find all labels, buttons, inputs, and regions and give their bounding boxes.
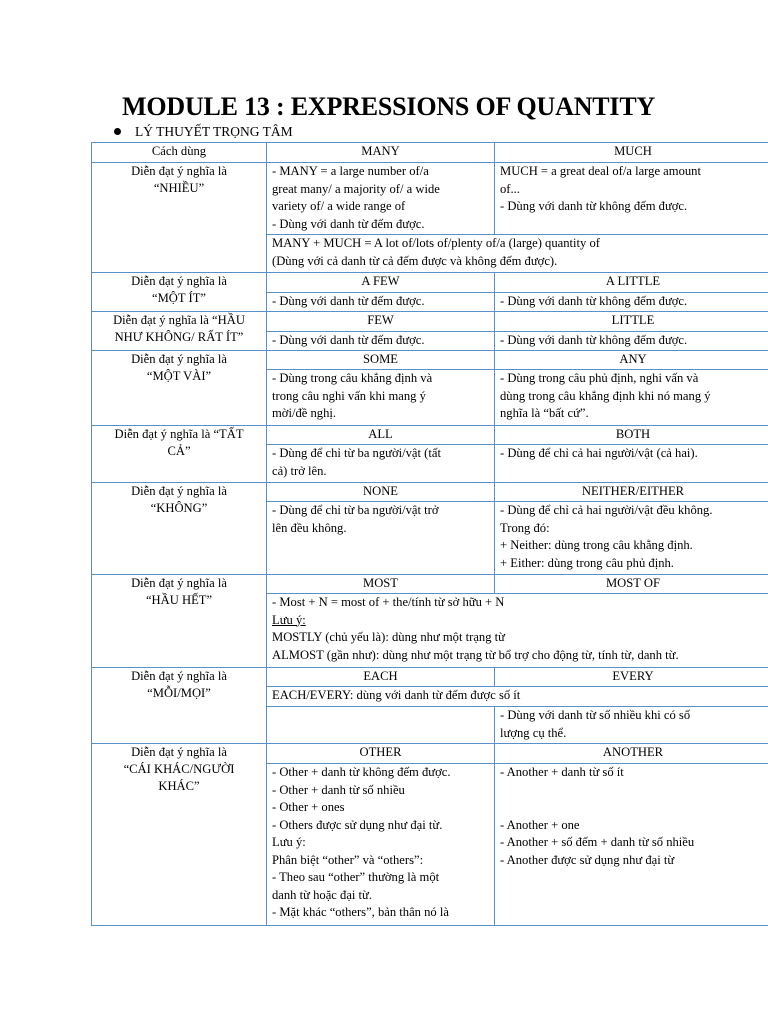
quantity-table [91,142,768,926]
cell-many [267,163,495,235]
cell-other [267,764,495,926]
subheader-a-few: A FEW [267,273,495,293]
cell-line: - Most + N = most of + the/tính từ sở hữu + N [272,595,505,609]
subheader-any: ANY [495,351,768,370]
cell-line: great many/ a majority of/ a wide [272,181,440,196]
label-line: CẢ” [167,444,191,458]
cell-each-every: EACH/EVERY: dùng với danh từ đếm được số ít [267,687,768,707]
cell-line: - Dùng để chỉ cả hai người/vật đều không. [500,503,713,517]
header-many: MANY [267,143,495,163]
section-heading: LÝ THUYẾT TRỌNG TÂM [135,124,293,139]
row-label-moi [92,668,267,744]
row-label-khong [92,483,267,575]
cell-spacer [500,782,766,800]
row-label-tat-ca [92,426,267,483]
note-label: Lưu ý: [272,612,306,627]
section-bullet [114,124,293,140]
cell-all [267,445,495,483]
table-row [92,426,768,445]
label-line: KHÁC” [158,779,200,793]
subheader-neither-either: NEITHER/EITHER [495,483,768,502]
cell-line: MUCH = a great deal of/a large amount [500,164,701,178]
cell-line: - Dùng trong câu phủ định, nghi vấn và [500,371,699,385]
subheader-most-of: MOST OF [495,575,768,594]
table-row [92,273,768,293]
subheader-each: EACH [267,668,495,687]
table-row [92,575,768,594]
label-line: “KHÔNG” [150,501,208,515]
subheader-all: ALL [267,426,495,445]
cell-line: - Dùng trong câu khẳng định và [272,371,433,385]
cell-another [495,764,768,926]
header-much: MUCH [495,143,768,163]
cell-line: ALMOST (gần như): dùng như một trạng từ bổ trợ cho động từ, tính từ, danh từ. [272,647,679,662]
label-line: “MỖI/MỌI” [147,686,211,700]
cell-line: Lưu ý: [272,835,306,849]
table-row [92,351,768,370]
cell-line: nghĩa là “bất cứ”. [500,406,589,420]
page-title: MODULE 13 : EXPRESSIONS OF QUANTITY [122,92,656,121]
cell-line: - Another được sử dụng như đại từ [500,852,675,867]
cell-any [495,370,768,426]
cell-line: - Another + số đếm + danh từ số nhiều [500,835,695,849]
cell-line: cả) trở lên. [272,463,327,478]
cell-a-few: - Dùng với danh từ đếm được. [267,293,495,312]
cell-both [495,445,768,483]
cell-line: dùng trong câu khẳng định khi nó mang ý [500,388,711,403]
cell-line: - Another + one [500,817,580,832]
table-row [92,668,768,687]
subheader-both: BOTH [495,426,768,445]
cell-line: - Dùng với danh từ số nhiều khi có số [500,708,691,722]
cell-line: - Dùng để chỉ cả hai người/vật (cả hai). [500,446,698,460]
cell-line: - Mặt khác “others”, bản thân nó là [272,905,449,919]
cell-each-empty [267,707,495,744]
label-line: “MỘT ÍT” [152,291,206,305]
cell-some [267,370,495,426]
cell-line: lên đều không. [272,520,347,535]
cell-a-little: - Dùng với danh từ không đếm được. [495,293,768,312]
row-label-mot-vai [92,351,267,426]
cell-most [267,594,768,668]
cell-line: - Theo sau “other” thường là một [272,870,440,884]
subheader-little: LITTLE [495,312,768,332]
header-usage: Cách dùng [92,143,267,163]
subheader-another: ANOTHER [495,744,768,764]
cell-line: - Other + danh từ không đếm được. [272,765,451,779]
table-header-row [92,143,768,163]
label-line: Diễn đạt ý nghĩa là “TẤT [114,427,244,441]
label-line: NHƯ KHÔNG/ RẤT ÍT” [114,330,244,344]
cell-line: - Dùng với danh từ đếm được. [272,216,425,231]
cell-line: variety of/ a wide range of [272,199,406,213]
cell-line: MOSTLY (chủ yếu là): dùng như một trạng từ [272,630,505,644]
cell-neither-either [495,502,768,575]
cell-line: lượng cụ thể. [500,725,567,740]
cell-line: - Dùng với danh từ không đếm được. [500,199,688,213]
bullet-dot-icon [114,128,121,135]
cell-line: MANY + MUCH = A lot of/lots of/plenty of/a (large) quantity of [272,236,600,250]
subheader-none: NONE [267,483,495,502]
subheader-every: EVERY [495,668,768,687]
cell-none [267,502,495,575]
cell-line: - Other + ones [272,800,345,814]
cell-much [495,163,768,235]
cell-line: - Others được sử dụng như đại từ. [272,817,443,832]
subheader-other: OTHER [267,744,495,764]
row-label-nhieu [92,163,267,273]
cell-line: - MANY = a large number of/a [272,164,429,178]
label-line: Diễn đạt ý nghĩa là [131,164,227,178]
table-row [92,163,768,235]
label-line: Diễn đạt ý nghĩa là “HẦU [113,313,245,327]
label-line: Diễn đạt ý nghĩa là [131,745,227,759]
subheader-most: MOST [267,575,495,594]
label-line: Diễn đạt ý nghĩa là [131,274,227,288]
cell-spacer [500,799,766,817]
label-line: “MỘT VÀI” [146,369,212,383]
cell-line: trong câu nghi vấn khi mang ý [272,388,426,403]
subheader-a-little: A LITTLE [495,273,768,293]
cell-line: danh từ hoặc đại từ. [272,887,373,902]
cell-line: (Dùng với cả danh từ cả đếm được và không đếm được). [272,253,558,268]
table-row [92,483,768,502]
row-label-hau-het [92,575,267,668]
label-line: “CÁI KHÁC/NGƯỜI [123,762,235,776]
cell-line: - Dùng để chỉ từ ba người/vật trở [272,503,439,517]
cell-line: of... [500,181,520,196]
cell-line: - Dùng để chỉ từ ba người/vật (tất [272,446,441,460]
row-label-hau-nhu-khong [92,312,267,351]
table-row [92,312,768,332]
cell-many-much [267,235,768,273]
cell-line: Phân biệt “other” và “others”: [272,852,424,867]
label-line: Diễn đạt ý nghĩa là [131,669,227,683]
label-line: “HẦU HẾT” [145,593,213,607]
cell-every [495,707,768,744]
label-line: “NHIỀU” [153,181,205,195]
label-line: Diễn đạt ý nghĩa là [131,484,227,498]
cell-line: + Either: dùng trong câu phủ định. [500,555,674,570]
cell-line: - Another + danh từ số ít [500,765,624,779]
cell-line: Trong đó: [500,520,550,535]
cell-few: - Dùng với danh từ đếm được. [267,332,495,351]
cell-little: - Dùng với danh từ không đếm được. [495,332,768,351]
subheader-some: SOME [267,351,495,370]
table-row [92,744,768,764]
label-line: Diễn đạt ý nghĩa là [131,576,227,590]
row-label-khac [92,744,267,926]
subheader-few: FEW [267,312,495,332]
label-line: Diễn đạt ý nghĩa là [131,352,227,366]
row-label-mot-it [92,273,267,312]
cell-line: - Other + danh từ số nhiều [272,782,405,797]
cell-line: + Neither: dùng trong câu khẳng định. [500,538,693,552]
cell-line: mời/đề nghị. [272,406,337,420]
